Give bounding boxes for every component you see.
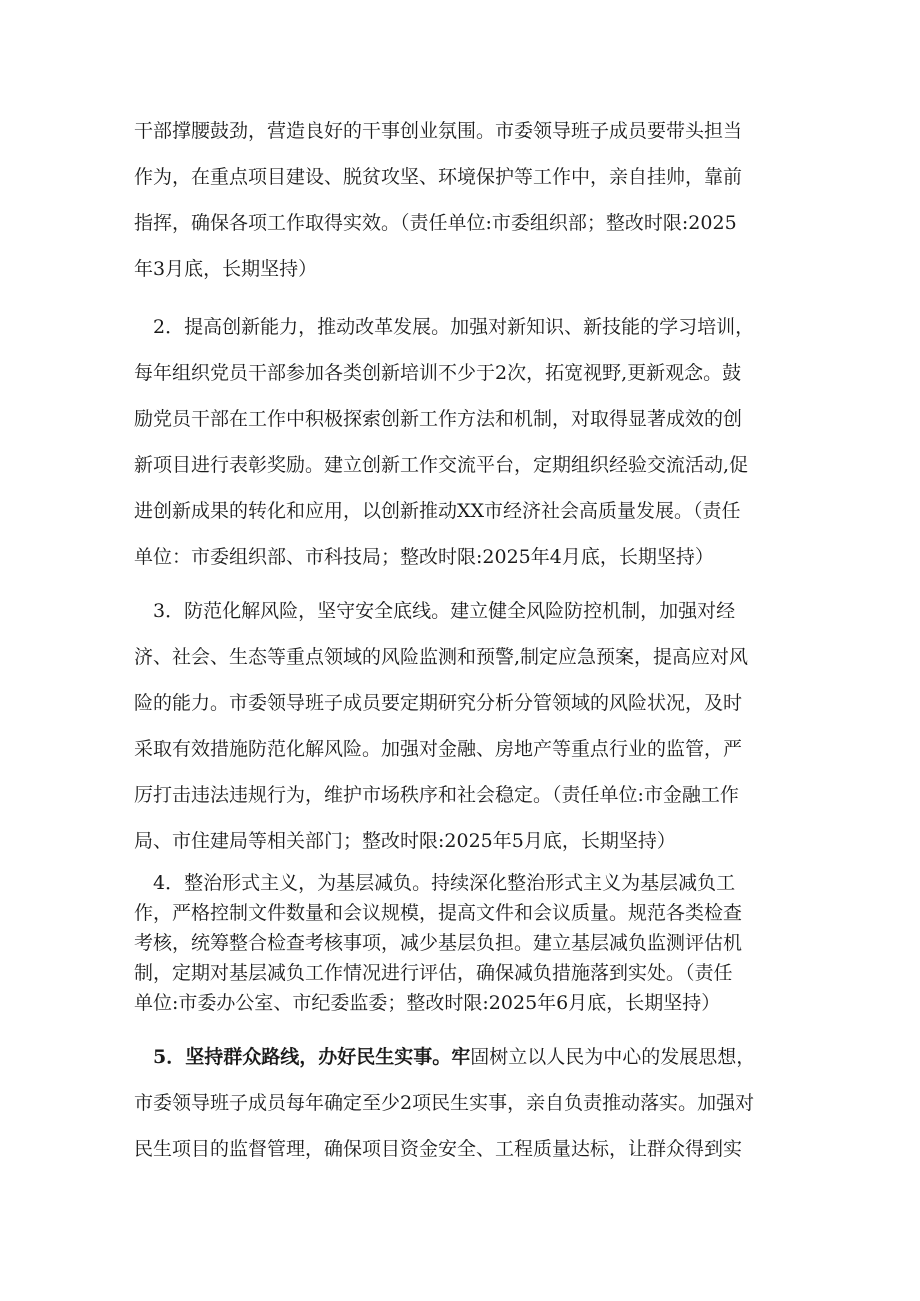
text-line: 4．整治形式主义，为基层减负。持续深化整治形式主义为基层减负工	[134, 872, 736, 894]
text-line: 年3月底，长期坚持）	[134, 258, 318, 280]
text-line: 作为，在重点项目建设、脱贫攻坚、环境保护等工作中，亲自挂帅，靠前	[134, 166, 743, 188]
text-line	[134, 1034, 794, 1080]
text-line: 作，严格控制文件数量和会议规模，提高文件和会议质量。规范各类检查	[134, 902, 743, 924]
text-line: 济、社会、生态等重点领域的风险监测和预警,制定应急预案，提高应对风	[134, 646, 749, 668]
paragraph-1-continued	[134, 108, 794, 292]
text-line: 考核，统筹整合检查考核事项，减少基层负担。建立基层减负监测评估机	[134, 932, 743, 954]
text-line: 险的能力。市委领导班子成员要定期研究分析分管领域的风险状况，及时	[134, 692, 743, 714]
paragraph-heading-rest: 固树立以人民为中心的发展思想，	[470, 1046, 756, 1068]
text-line: 干部撑腰鼓劲，营造良好的干事创业氛围。市委领导班子成员要带头担当	[134, 120, 743, 142]
text-line: 新项目进行表彰奖励。建立创新工作交流平台，定期组织经验交流活动,促	[134, 454, 749, 476]
paragraph-4	[134, 868, 794, 1018]
text-line: 厉打击违法违规行为，维护市场秩序和社会稳定。（责任单位:市金融工作	[134, 784, 739, 806]
text-line: 局、市住建局等相关部门；整改时限:2025年5月底，长期坚持）	[134, 830, 676, 852]
text-line: 每年组织党员干部参加各类创新培训不少于2次，拓宽视野,更新观念。鼓	[134, 362, 742, 384]
paragraph-3	[134, 588, 794, 864]
text-line: 市委领导班子成员每年确定至少2项民生实事，亲自负责推动落实。加强对	[134, 1092, 755, 1114]
text-line: 民生项目的监督管理，确保项目资金安全、工程质量达标，让群众得到实	[134, 1138, 743, 1160]
text-line: 单位：市委组织部、市科技局；整改时限:2025年4月底，长期坚持）	[134, 546, 714, 568]
paragraph-2	[134, 304, 794, 580]
text-line: 2．提高创新能力，推动改革发展。加强对新知识、新技能的学习培训，	[134, 316, 755, 338]
paragraph-5	[134, 1034, 794, 1172]
text-line: 采取有效措施防范化解风险。加强对金融、房地产等重点行业的监管，严	[134, 738, 743, 760]
text-line: 进创新成果的转化和应用，以创新推动XX市经济社会高质量发展。（责任	[134, 500, 741, 522]
paragraph-heading: 5．坚持群众路线，办好民生实事。牢	[134, 1046, 471, 1068]
text-line: 励党员干部在工作中积极探索创新工作方法和机制，对取得显著成效的创	[134, 408, 743, 430]
text-line: 单位:市委办公室、市纪委监委；整改时限:2025年6月底，长期坚持）	[134, 992, 721, 1014]
text-line: 指挥，确保各项工作取得实效。（责任单位:市委组织部；整改时限:2025	[134, 212, 737, 234]
text-line: 制，定期对基层减负工作情况进行评估，确保减负措施落到实处。（责任	[134, 962, 733, 984]
text-line: 3．防范化解风险，坚守安全底线。建立健全风险防控机制，加强对经	[134, 600, 736, 622]
